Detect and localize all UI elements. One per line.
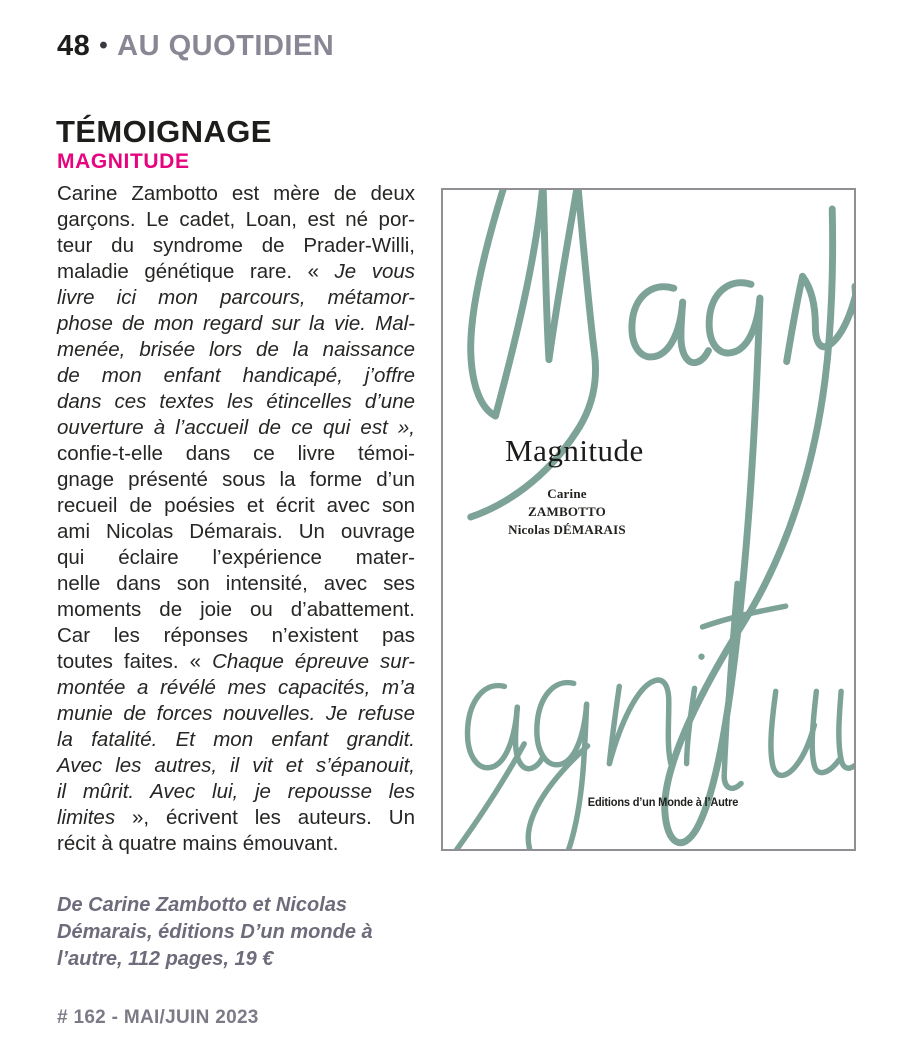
credit-line: l’autre, 112 pages, 19 € [57,948,274,970]
cover-script-bottom-icon [443,583,854,849]
cover-author: Carine ZAMBOTTO [528,486,606,519]
body-line: menée, brisée lors de la naissance [57,338,415,361]
bullet-separator: • [99,32,109,59]
body-line: munie de forces nouvelles. Je refuse [57,702,415,725]
body-line: confie-t-elle dans ce livre témoi- [57,442,415,465]
body-line: gnage présenté sous la forme d’un [57,468,415,491]
book-credit [57,892,373,973]
body-line: ouverture à l’accueil de ce qui est », [57,416,415,439]
body-line: nelle dans son intensité, avec ses [57,572,415,595]
body-line: il mûrit. Avec lui, je repousse les [57,780,415,803]
body-line: livre ici mon parcours, métamor- [57,286,415,309]
article-body [57,181,415,857]
body-line: qui éclaire l’expérience mater- [57,546,415,569]
body-line: toutes faites. « Chaque épreuve sur- [57,650,415,673]
body-line: teur du syndrome de Prader-Willi, [57,234,415,257]
issue-footer: # 162 - MAI/JUIN 2023 [57,1007,259,1028]
body-line: Avec les autres, il vit et s’épanouit, [57,754,415,777]
section-title: AU QUOTIDIEN [117,30,335,62]
book-cover [441,188,856,851]
body-line: montée a révélé mes capacités, m’a [57,676,415,699]
body-line: récit à quatre mains émouvant. [57,832,339,855]
article-kicker: TÉMOIGNAGE [56,114,272,149]
cover-publisher: Editions d’un Monde à l’Autre [587,795,739,809]
body-line: maladie génétique rare. « Je vous [57,260,415,283]
body-line: garçons. Le cadet, Loan, est né por- [57,208,415,231]
body-line: recueil de poésies et écrit avec son [57,494,415,517]
body-line: dans ces textes les étincelles d’une [57,390,415,413]
running-head [57,30,334,63]
credit-line: Démarais, éditions D’un monde à [57,921,373,943]
body-line: de mon enfant handicapé, j’offre [57,364,415,387]
body-line: Carine Zambotto est mère de deux [57,182,415,205]
cover-book-title: Magnitude [505,433,644,468]
body-line: Car les réponses n’existent pas [57,624,415,647]
body-line: ami Nicolas Démarais. Un ouvrage [57,520,415,543]
body-line: phose de mon regard sur la vie. Mal- [57,312,415,335]
body-line: la fatalité. Et mon enfant grandit. [57,728,415,751]
cover-script-art [443,190,854,849]
page-number: 48 [57,30,91,62]
cover-author: Nicolas DÉMARAIS [508,522,626,537]
article-title: MAGNITUDE [57,150,190,173]
credit-line: De Carine Zambotto et Nicolas [57,894,348,916]
cover-authors [507,485,627,539]
body-line: limites », écrivent les auteurs. Un [57,806,415,829]
body-line: moments de joie ou d’abattement. [57,598,415,621]
